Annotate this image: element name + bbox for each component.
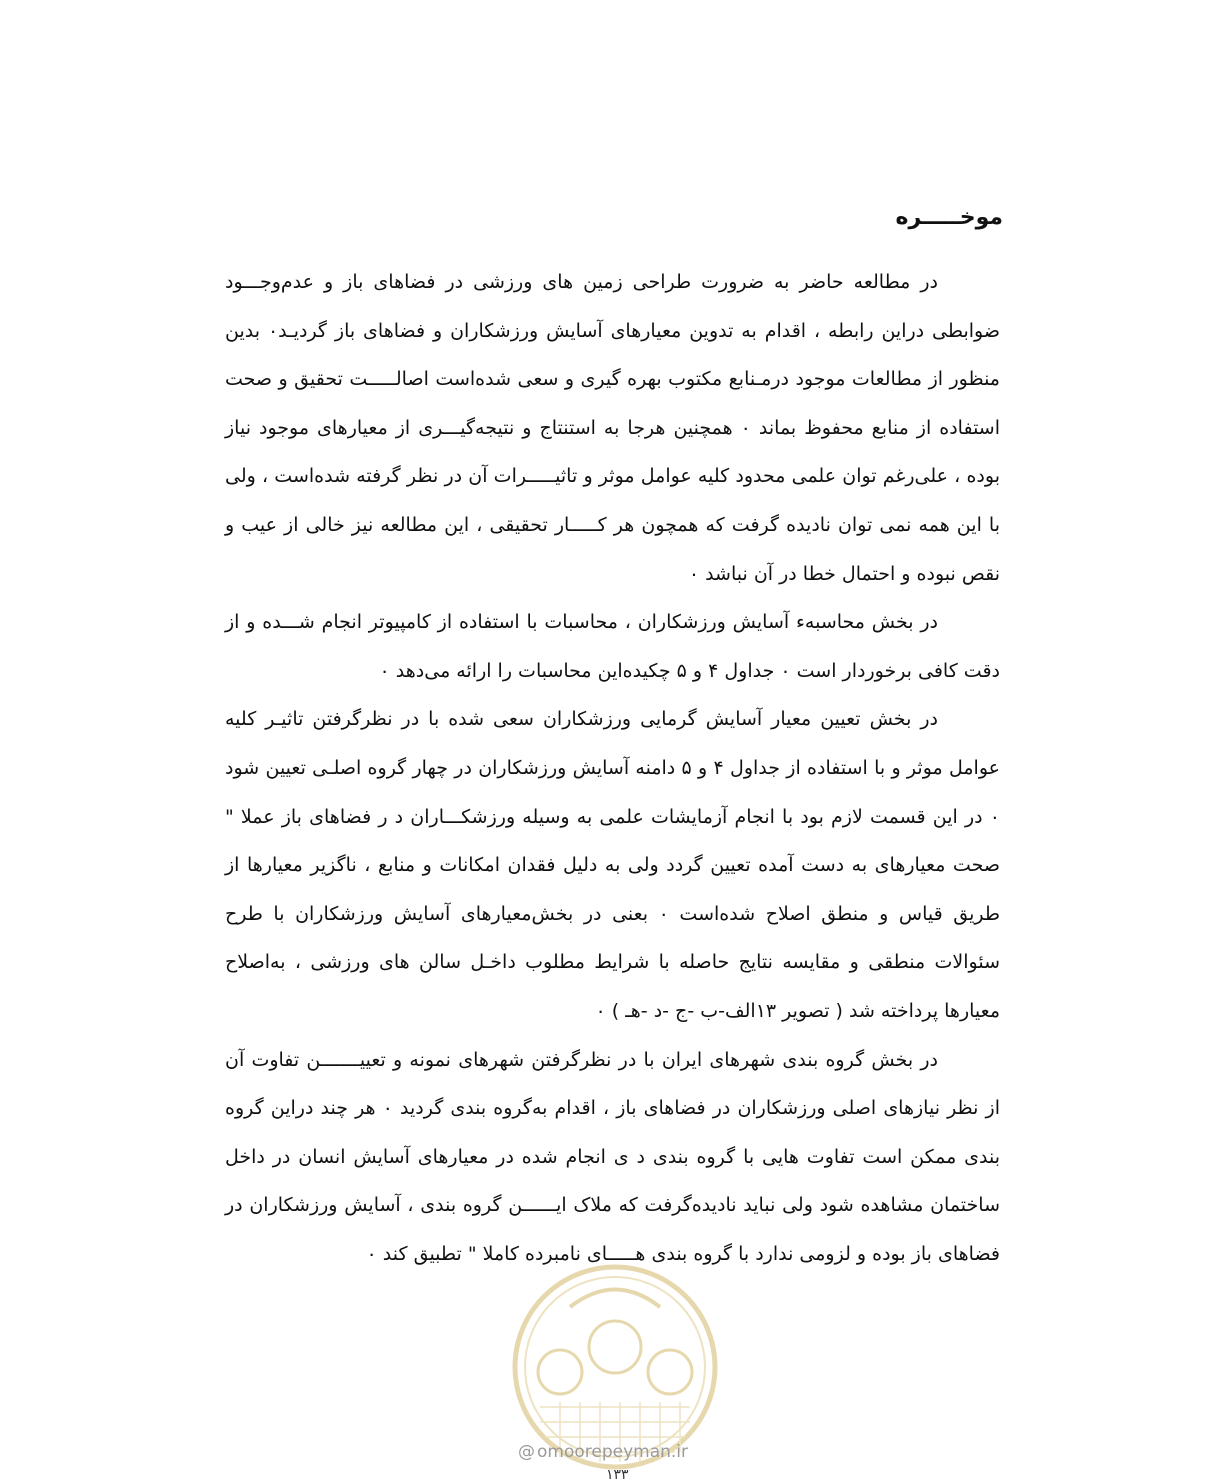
page-number: ۱۳۳ — [606, 1467, 629, 1483]
watermark-site-text: omoorepeyman.ir — [537, 1442, 689, 1462]
seal-logo-icon — [500, 1262, 730, 1472]
paragraph-2: در بخش محاسبه‌ء آسایش ورزشکاران ، محاسبات با استفاده از کامپیوتر انجام شـــده و از دقت کافی برخوردار است ۰ جداول ۴ و ۵ چکیده‌این محاسبات را ارائه می‌دهد ۰ — [225, 611, 1000, 682]
paragraph-3: در بخش تعیین معیار آسایش گرمایی ورزشکاران سعی شده با در نظرگرفتن تاثیـر کلیه عوامل موثر و با استفاده از جداول ۴ و ۵ دامنه آسایش ورزشکاران در چهار گروه اصلـی تعیین شود ۰ در این قسمت لازم بود با انجام آزمایشات علمی به وسیله ورزشکـــاران د ر فضاهای باز عملا " صحت معیارهای به دست آمده تعیین گردد ولی به دلیل فقدان امکانات و منابع ، ناگزیر معیارها از طریق قیاس و منطق اصلاح شده‌است ۰ بعنی در بخش‌معیارهای آسایش ورزشکاران با طرح سئوالات منطقی و مقایسه نتایج حاصله با شرایط مطلوب داخـل سالن های ورزشی ، به‌اصلاح معیارها پرداخته شد ( تصویر ۱۳الف-ب -ج -د -هـ ) ۰ — [225, 708, 1000, 1022]
watermark-site — [518, 1442, 688, 1462]
at-icon: @ — [518, 1442, 535, 1462]
paragraph-1: در مطالعه حاضر به ضرورت طراحی زمین های ورزشی در فضاهای باز و عدم‌وجـــود ضوابطی دراین رابطه ، اقدام به تدوین معیارهای آسایش ورزشکاران و فضاهای باز گردیـد۰ بدین منظور از مطالعات موجود درمـنابع مکتوب بهره گیری و سعی شده‌است اصالـــــت تحقیق و صحت استفاده از منابع محفوظ بماند ۰ همچنین هرجا به استنتاج و نتیجه‌گیـــری از معیارهای موجود نیاز بوده ، علی‌رغم توان علمی محدود کلیه عوامل موثر و تاثیـــــرات آن در نظر گرفته شده‌است ، ولی با این همه نمی توان نادیده گرفت که همچون هر کـــــار تحقیقی ، این مطالعه نیز خالی از عیب و نقص نبوده و احتمال خطا در آن نباشد ۰ — [225, 271, 1001, 585]
page-title: موخـــــره — [895, 205, 1003, 230]
body-text — [225, 258, 1000, 1278]
paragraph-4: در بخش گروه بندی شهرهای ایران با در نظرگرفتن شهرهای نمونه و تعییـــــــن تفاوت آن از نظر نیازهای اصلی ورزشکاران در فضاهای باز ، اقدام به‌گروه بندی گردید ۰ هر چند دراین گروه بندی ممکن است تفاوت هایی با گروه بندی د ی انجام شده در معیارهای آسایش انسان در داخل ساختمان مشاهده شود ولی نباید نادیده‌گرفت که ملاک ایــــــن گروه بندی ، آسایش ورزشکاران در فضاهای باز بوده و لزومی ندارد با گروه بندی هـــــای نامبرده کاملا " تطبیق کند ۰ — [225, 1048, 1000, 1265]
